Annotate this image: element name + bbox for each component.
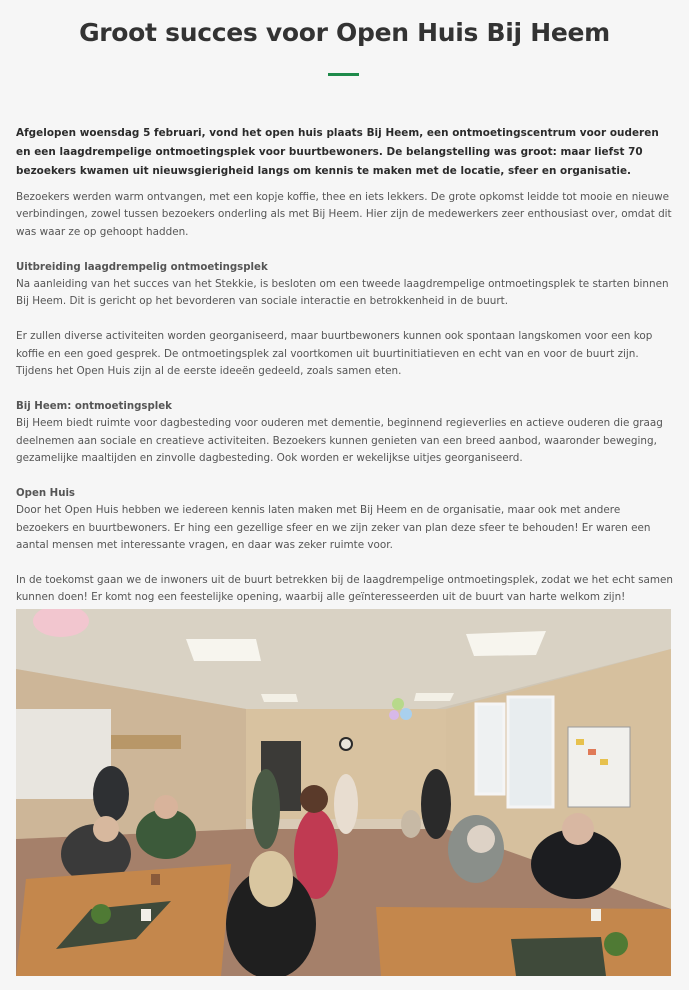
- paragraph-toekomst: In de toekomst gaan we de inwoners uit de buurt betrekken bij de laagdrempelige ontmoetingsplek, zodat we het echt samen kunnen doen! Er komt nog een feestelijke opening, waarbij alle geïnteresseerden uit de buurt van harte welkom zijn!: [16, 573, 673, 604]
- subheading-open-huis: Open Huis: [16, 487, 75, 499]
- title-divider: [328, 73, 359, 76]
- article-body: [16, 124, 676, 607]
- paragraph-activiteiten: Er zullen diverse activiteiten worden georganiseerd, maar buurtbewoners kunnen ook spontaan langskomen voor een kop koffie en een goed gesprek. De ontmoetingsplek zal voortkomen uit buurtinitiatieven en echt van en voor de buurt zijn. Tijdens het Open Huis zijn al de eerste ideeën gedeeld, zoals samen eten.: [16, 330, 653, 378]
- page-title: Groot succes voor Open Huis Bij Heem: [79, 18, 610, 47]
- open-house-photo: [16, 609, 671, 976]
- paragraph-bij-heem: Bij Heem biedt ruimte voor dagbesteding voor ouderen met dementie, beginnend regieverlies en actieve ouderen die graag deelnemen aan sociale en creatieve activiteiten. Bezoekers kunnen genieten van een breed aanbod, waaronder beweging, gezamelijke maaltijden en zinvolle dagbesteding. Ook worden er wekelijkse uitjes georganiseerd.: [16, 417, 663, 465]
- paragraph-open-huis: Door het Open Huis hebben we iedereen kennis laten maken met Bij Heem en de organisatie, maar ook met andere bezoekers en buurtbewoners. Er hing een gezellige sfeer en we zijn zeker van plan deze sfeer te behouden! Er waren een aantal mensen met interessante vragen, en daar was zeker ruimte voor.: [16, 504, 651, 552]
- intro-paragraph: Afgelopen woensdag 5 februari, vond het open huis plaats Bij Heem, een ontmoetingscentrum voor ouderen en een laagdrempelige ontmoetingsplek voor buurtbewoners. De belangstelling was groot: maar liefst 70 bezoekers kwamen uit nieuwsgierigheid langs om kennis te maken met de locatie, sfeer en organisatie.: [16, 127, 659, 177]
- subheading-bij-heem: Bij Heem: ontmoetingsplek: [16, 400, 172, 412]
- subheading-uitbreiding: Uitbreiding laagdrempelig ontmoetingsplek: [16, 261, 268, 273]
- paragraph-welcome: Bezoekers werden warm ontvangen, met een kopje koffie, thee en iets lekkers. De grote opkomst leidde tot mooie en nieuwe verbindingen, zowel tussen bezoekers onderling als met Bij Heem. Hier zijn de medewerkers zeer enthousiast over, omdat dit was waar ze op gehoopt hadden.: [16, 191, 672, 238]
- paragraph-uitbreiding: Na aanleiding van het succes van het Stekkie, is besloten om een tweede laagdrempelige ontmoetingsplek te starten binnen Bij Heem. Dit is gericht op het bevorderen van sociale interactie en betrokkenheid in de buurt.: [16, 278, 669, 308]
